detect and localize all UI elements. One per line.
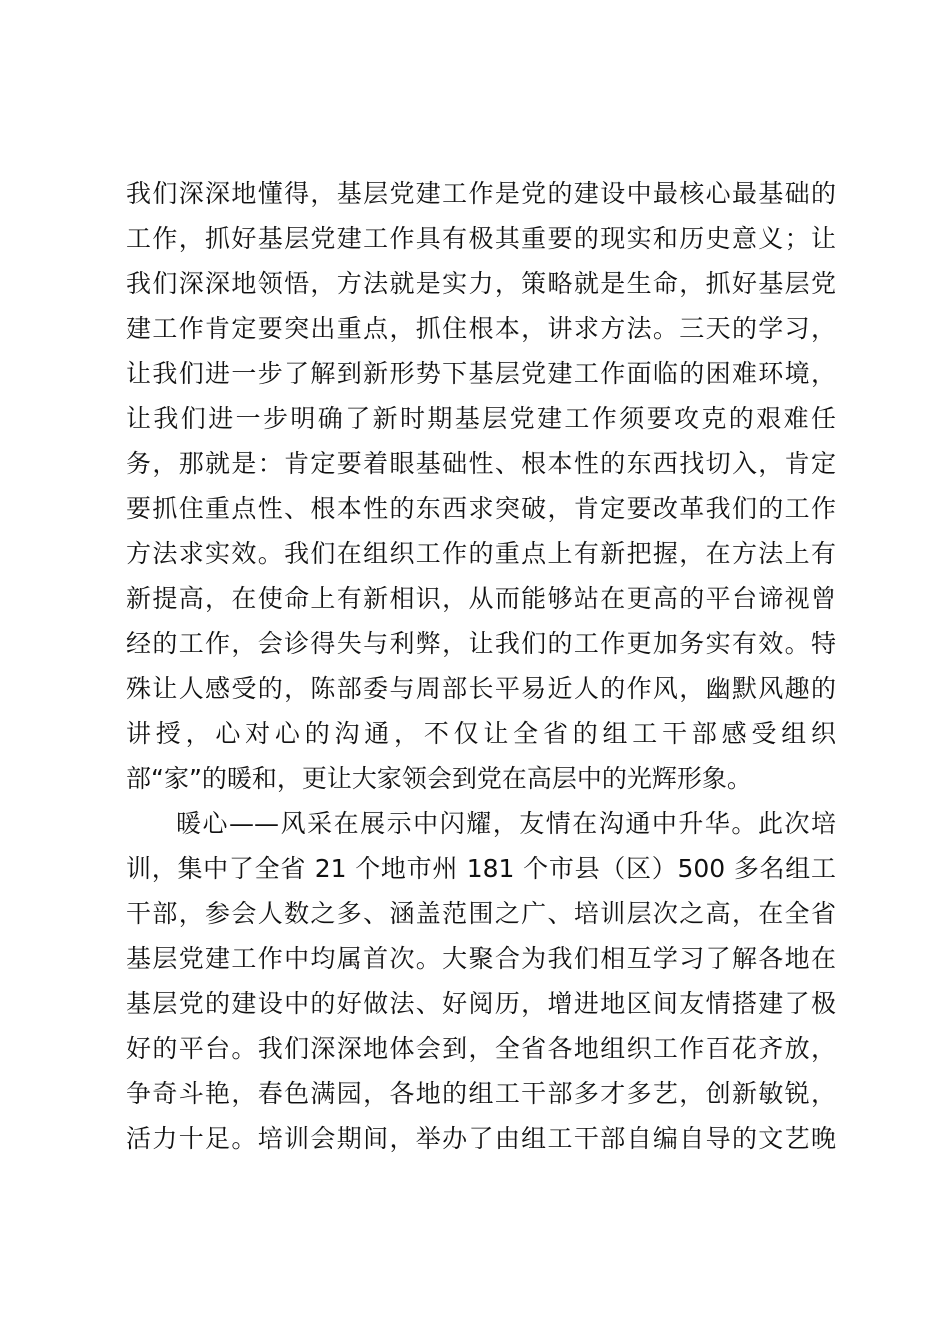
paragraph-1	[126, 171, 836, 801]
text-line: 建工作肯定要突出重点，抓住根本，讲求方法。三天的学习，	[126, 314, 836, 343]
body-text	[126, 171, 836, 1161]
text-line: 好的平台。我们深深地体会到，全省各地组织工作百花齐放，	[126, 1034, 836, 1063]
paragraph-2	[126, 801, 836, 1161]
text-line: 工作，抓好基层党建工作具有极其重要的现实和历史意义；让	[126, 224, 836, 253]
text-line: 新提高，在使命上有新相识，从而能够站在更高的平台谛视曾	[126, 584, 836, 613]
text-line: 讲授，心对心的沟通，不仅让全省的组工干部感受组织	[126, 719, 836, 748]
text-line: 要抓住重点性、根本性的东西求突破，肯定要改革我们的工作	[126, 494, 836, 523]
text-line: 让我们进一步明确了新时期基层党建工作须要攻克的艰难任	[126, 404, 836, 433]
text-line: 我们深深地领悟，方法就是实力，策略就是生命，抓好基层党	[126, 269, 836, 298]
text-line: 训，集中了全省 21 个地市州 181 个市县（区）500 多名组工	[126, 854, 836, 883]
text-line: 争奇斗艳，春色满园，各地的组工干部多才多艺，创新敏锐，	[126, 1079, 836, 1108]
text-line: 暖心——风采在展示中闪耀，友情在沟通中升华。此次培	[176, 809, 836, 838]
text-line: 我们深深地懂得，基层党建工作是党的建设中最核心最基础的	[126, 179, 836, 208]
text-line: 方法求实效。我们在组织工作的重点上有新把握，在方法上有	[126, 539, 836, 568]
text-line: 让我们进一步了解到新形势下基层党建工作面临的困难环境，	[126, 359, 836, 388]
text-line: 活力十足。培训会期间，举办了由组工干部自编自导的文艺晚	[126, 1124, 836, 1153]
text-line: 部“家”的暖和，更让大家领会到党在高层中的光辉形象。	[126, 764, 752, 793]
text-line: 殊让人感受的，陈部委与周部长平易近人的作风，幽默风趣的	[126, 674, 836, 703]
text-line: 务，那就是：肯定要着眼基础性、根本性的东西找切入，肯定	[126, 449, 836, 478]
text-line: 经的工作，会诊得失与利弊，让我们的工作更加务实有效。特	[126, 629, 836, 658]
text-line: 干部，参会人数之多、涵盖范围之广、培训层次之高，在全省	[126, 899, 836, 928]
text-line: 基层党建工作中均属首次。大聚合为我们相互学习了解各地在	[126, 944, 836, 973]
text-line: 基层党的建设中的好做法、好阅历，增进地区间友情搭建了极	[126, 989, 836, 1018]
